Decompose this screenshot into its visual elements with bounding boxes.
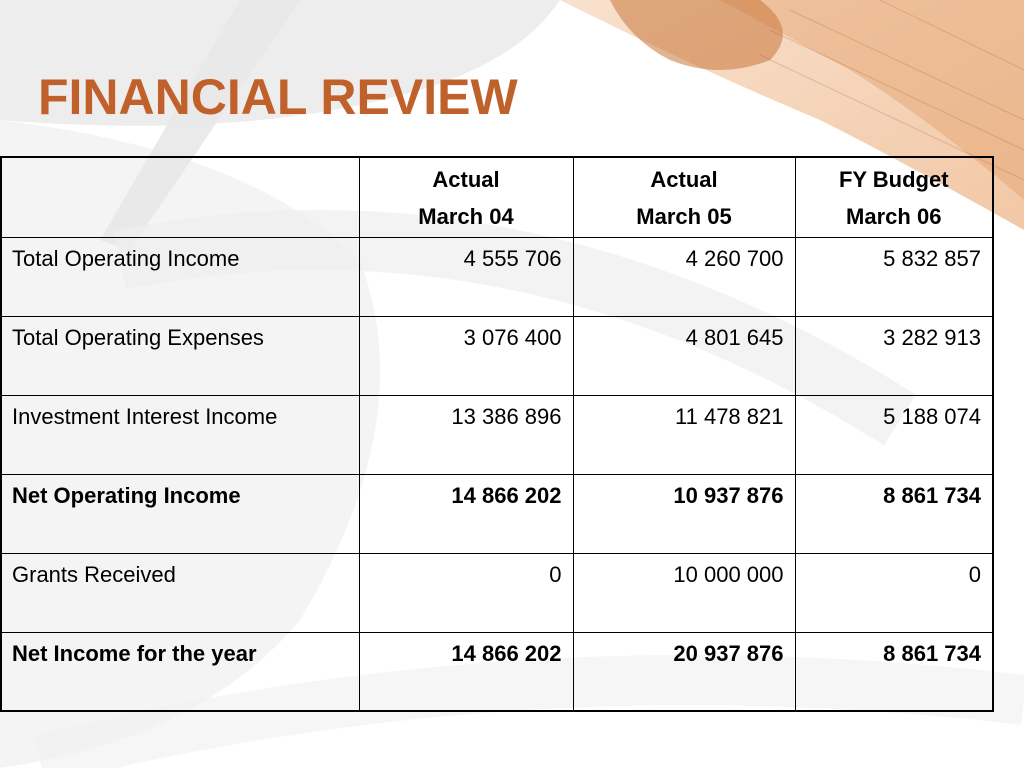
header-line-1: FY Budget [838,167,949,192]
value-march-04: 0 [359,553,573,632]
header-line-2: March 05 [636,204,732,229]
header-line-2: March 06 [846,204,942,229]
value-march-06: 0 [795,553,993,632]
table-header-row [1,157,993,237]
financial-table-container [0,156,992,709]
value-march-06: 5 188 074 [795,395,993,474]
slide-title: FINANCIAL REVIEW [38,69,518,125]
financial-review-table [0,156,994,712]
value-march-05: 10 937 876 [573,474,795,553]
value-march-05: 20 937 876 [573,632,795,711]
row-label: Net Income for the year [1,632,359,711]
row-label: Net Operating Income [1,474,359,553]
value-march-06: 8 861 734 [795,474,993,553]
header-cell-empty [1,157,359,237]
header-line-1: Actual [432,167,500,192]
value-march-06: 3 282 913 [795,316,993,395]
header-cell-fy-budget-march-06 [795,157,993,237]
table-row [1,237,993,316]
table-row [1,395,993,474]
table-row [1,316,993,395]
header-line-2: March 04 [418,204,514,229]
value-march-06: 8 861 734 [795,632,993,711]
header-line-1: Actual [650,167,718,192]
value-march-04: 3 076 400 [359,316,573,395]
value-march-05: 10 000 000 [573,553,795,632]
row-label: Grants Received [1,553,359,632]
table-row-total [1,632,993,711]
row-label: Total Operating Expenses [1,316,359,395]
table-row-total [1,474,993,553]
value-march-04: 14 866 202 [359,632,573,711]
row-label: Total Operating Income [1,237,359,316]
value-march-06: 5 832 857 [795,237,993,316]
header-cell-actual-march-04 [359,157,573,237]
value-march-05: 4 260 700 [573,237,795,316]
value-march-04: 14 866 202 [359,474,573,553]
table-row [1,553,993,632]
value-march-05: 11 478 821 [573,395,795,474]
value-march-04: 13 386 896 [359,395,573,474]
value-march-04: 4 555 706 [359,237,573,316]
header-cell-actual-march-05 [573,157,795,237]
row-label: Investment Interest Income [1,395,359,474]
value-march-05: 4 801 645 [573,316,795,395]
